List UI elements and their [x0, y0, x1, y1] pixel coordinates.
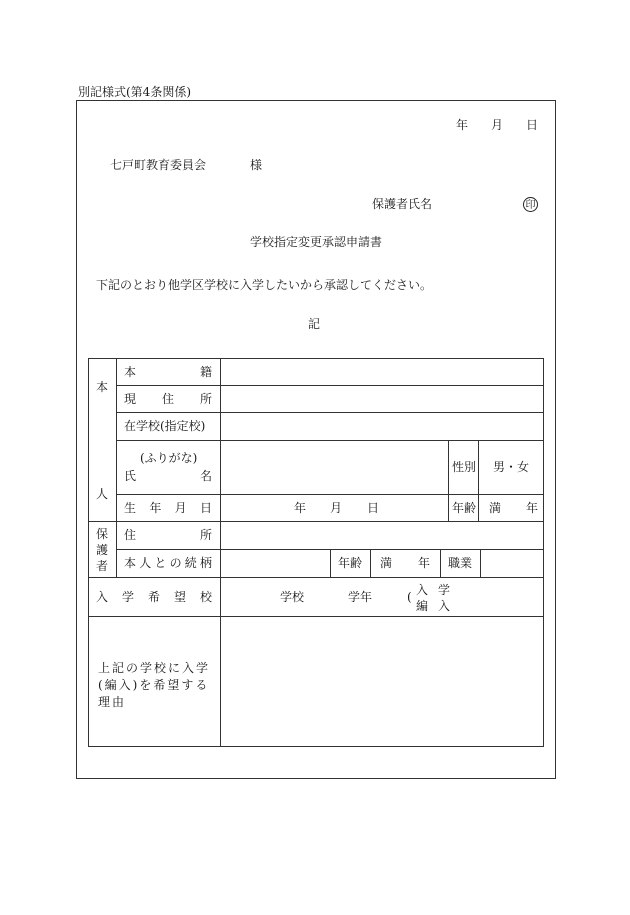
guardian-age-prefix: 満: [380, 556, 393, 570]
person-label-bottom: 人: [96, 487, 109, 501]
guardian-name-label: 保護者氏名: [372, 197, 433, 211]
birth-label: 生 年 月 日: [124, 501, 212, 515]
seal-mark: 印: [523, 197, 538, 212]
honorific: 様: [250, 158, 263, 172]
guardian-age-suffix: 年: [418, 556, 431, 570]
intro-text: 下記のとおり他学区学校に入学したいから承認してください。: [96, 278, 433, 292]
person-label-top: 本: [96, 380, 109, 394]
age-suffix: 年: [526, 501, 539, 515]
date-day: 日: [526, 118, 539, 132]
gender-value: 男・女: [493, 460, 530, 474]
date-month: 月: [491, 118, 504, 132]
desired-grade-suffix: 学年: [348, 590, 373, 604]
relation-label: 本 人 と の 続 柄: [124, 556, 212, 570]
form-label: 別記様式(第4条関係): [78, 85, 191, 99]
guardian-section-label: 保護者: [95, 527, 108, 573]
form-title: 学校指定変更承認申請書: [250, 235, 383, 249]
current-school-label: 在学校(指定校): [124, 419, 206, 433]
job-label: 職業: [448, 556, 473, 570]
birth-year: 年: [294, 501, 307, 515]
birth-month: 月: [330, 501, 343, 515]
board-name: 七戸町教育委員会: [110, 158, 207, 172]
desired-school-suffix: 学校: [280, 590, 305, 604]
ki-heading: 記: [308, 317, 321, 331]
birth-day: 日: [367, 501, 380, 515]
address-label: 現 住 所: [124, 392, 212, 406]
transfer-option: 編 入: [416, 599, 450, 613]
admit-option: 入 学: [416, 583, 450, 597]
paren-open: (: [407, 590, 412, 604]
age-prefix: 満: [489, 501, 502, 515]
date-year: 年: [456, 118, 469, 132]
furigana-label: (ふりがな): [140, 451, 198, 465]
honseki-label: 本 籍: [124, 365, 212, 379]
reason-label: 上記の学校に入学 (編入)を希望する 理由: [98, 661, 211, 709]
guardian-address-label: 住 所: [124, 528, 212, 542]
gender-label: 性別: [452, 460, 477, 474]
age-label: 年齢: [452, 501, 477, 515]
guardian-age-label: 年齢: [338, 556, 363, 570]
name-label: 氏 名: [124, 469, 212, 483]
desired-school-label: 入 学 希 望 校: [96, 590, 212, 604]
